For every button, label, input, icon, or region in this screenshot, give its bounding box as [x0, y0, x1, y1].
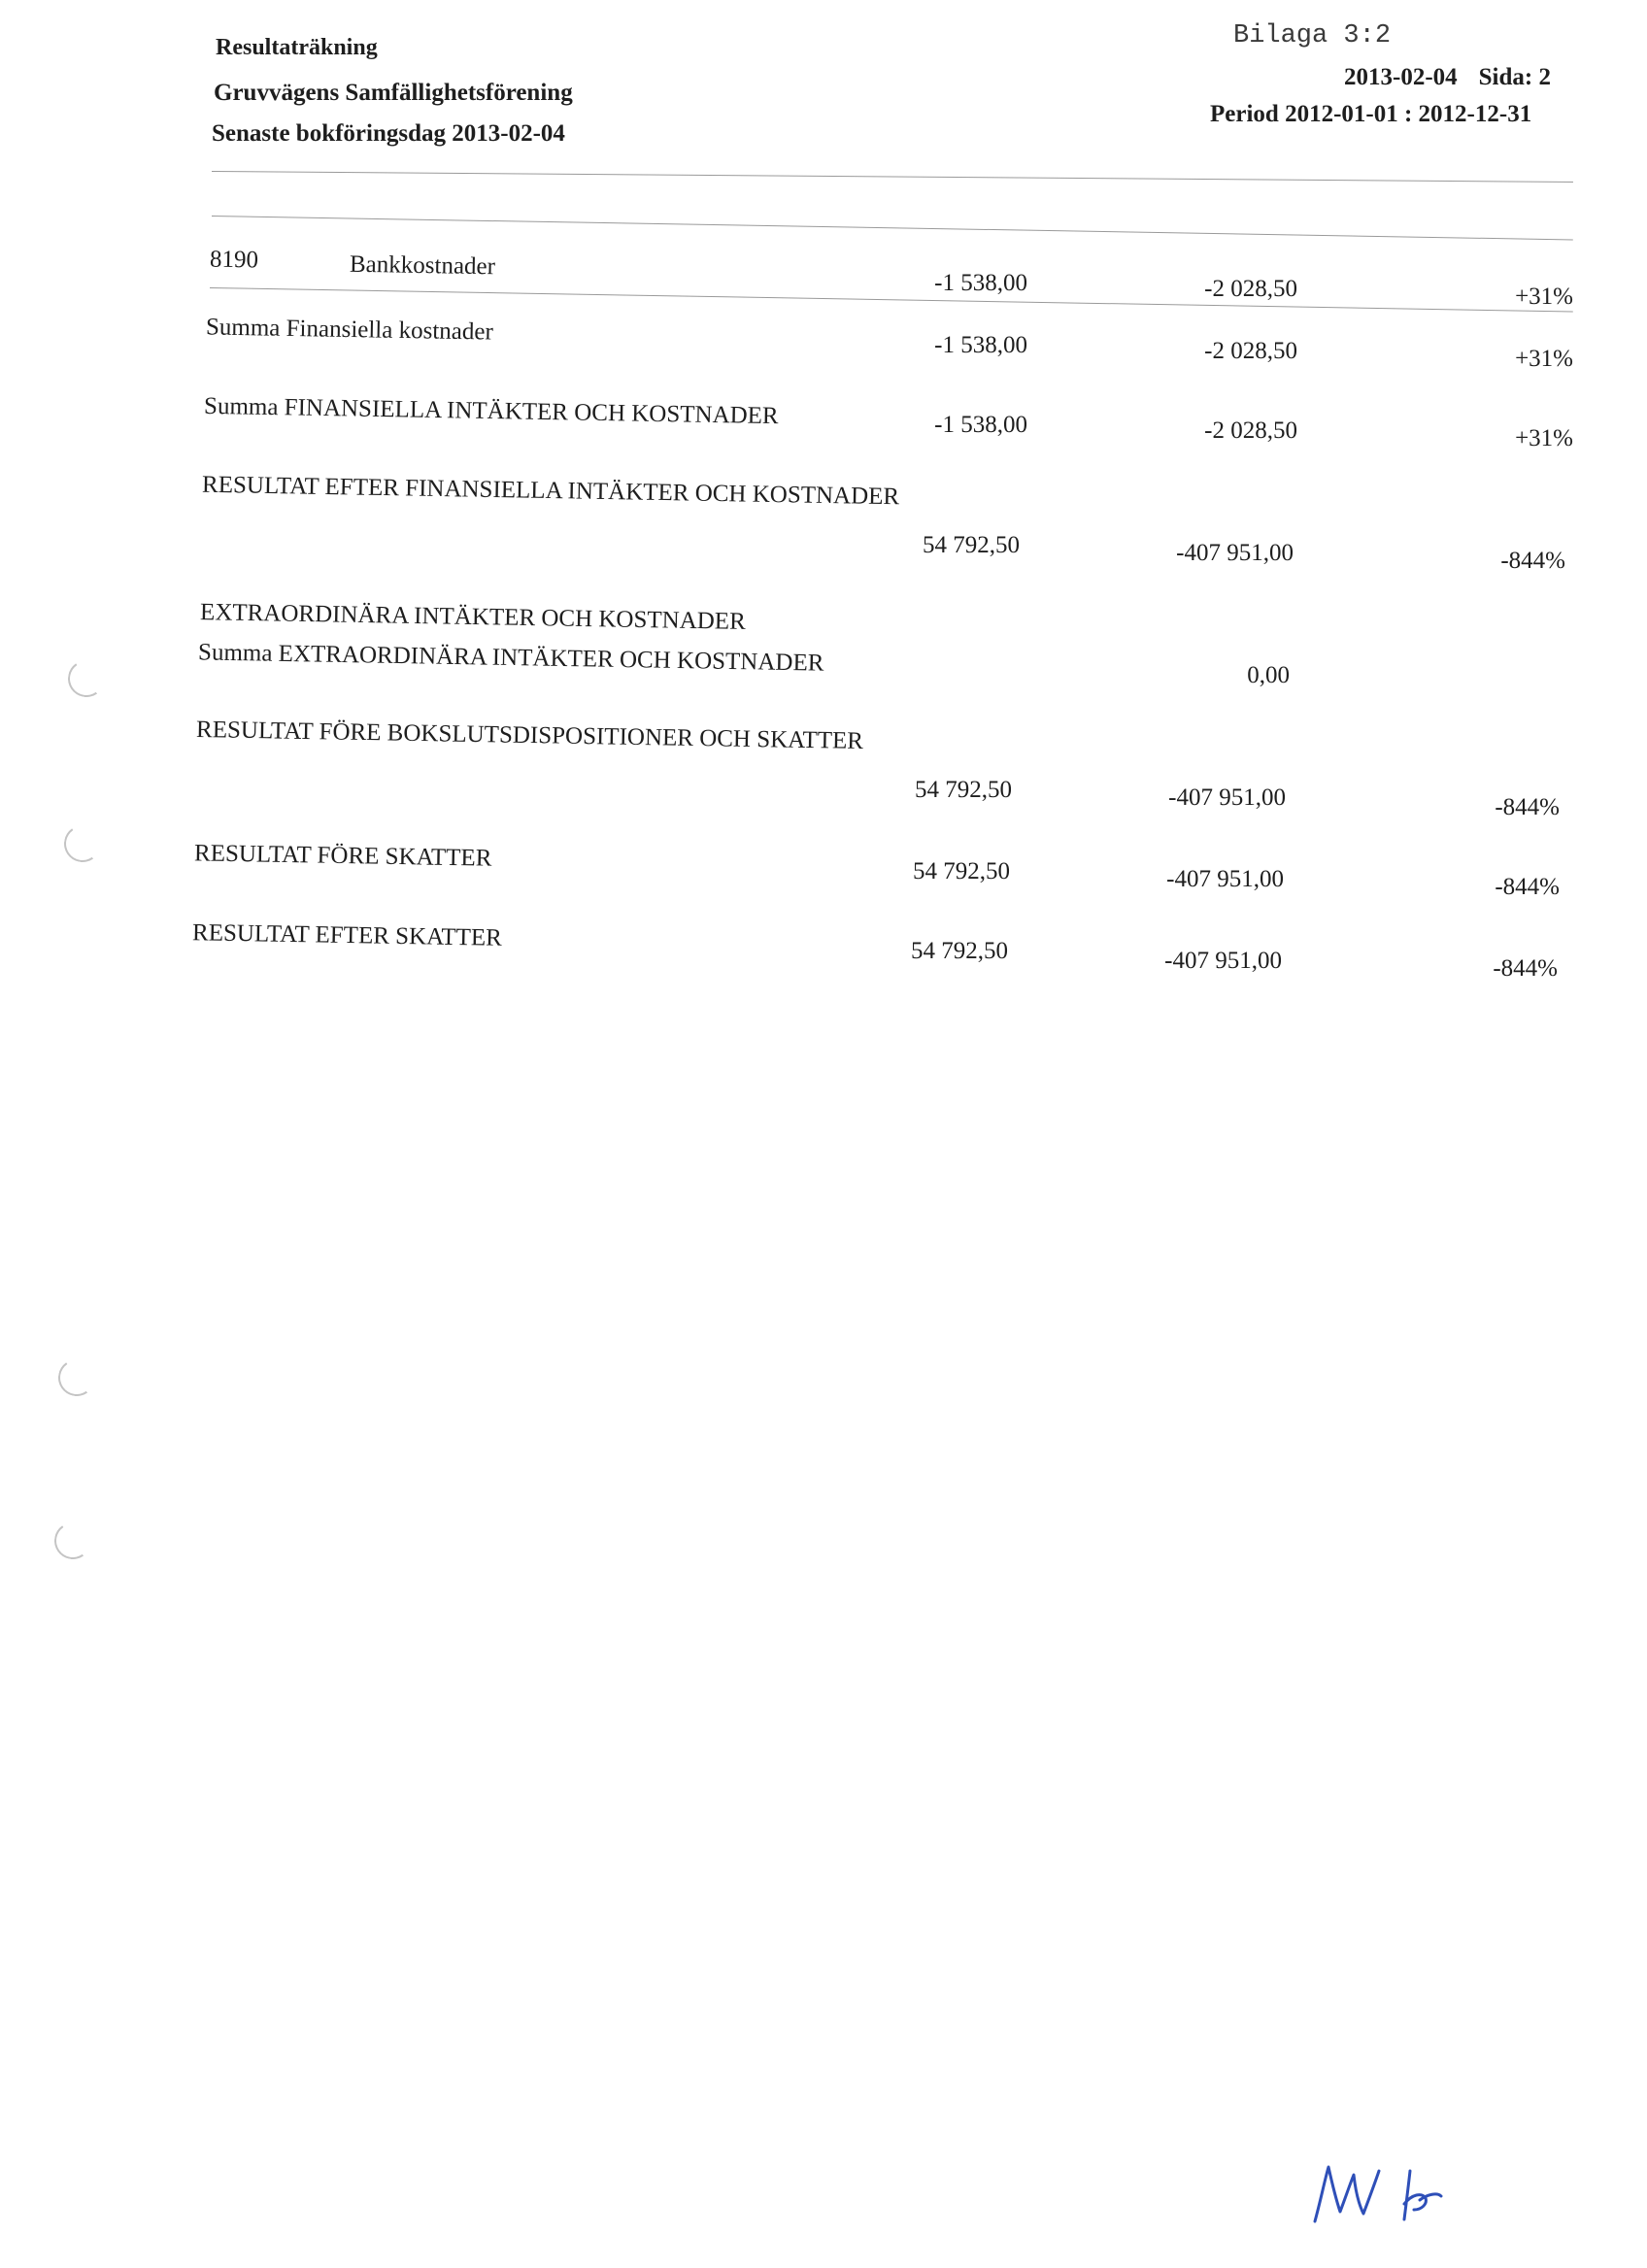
row-current-value: 54 792,50: [913, 858, 1010, 884]
row-previous-value: -407 951,00: [1176, 540, 1294, 566]
row-previous-value: 0,00: [1247, 662, 1290, 688]
row-change: -844%: [1500, 548, 1565, 574]
row-previous-value: -407 951,00: [1164, 948, 1282, 974]
row-label: EXTRAORDINÄRA INTÄKTER OCH KOSTNADER: [199, 599, 746, 635]
row-change: -844%: [1493, 955, 1558, 982]
account-current-value: -1 538,00: [934, 270, 1027, 296]
organization-name: Gruvvägens Samfällighetsförening: [214, 80, 573, 106]
punch-hole: [61, 822, 104, 865]
row-current-value: 54 792,50: [923, 532, 1020, 558]
row-label: RESULTAT EFTER SKATTER: [191, 919, 503, 951]
account-label: Bankkostnader: [349, 250, 496, 281]
punch-hole: [51, 1519, 94, 1562]
last-booking-date: 2013-02-04: [452, 120, 565, 147]
punch-hole: [65, 657, 108, 700]
row-previous-value: -407 951,00: [1166, 866, 1284, 892]
table-top-divider: [212, 216, 1573, 240]
row-current-value: 54 792,50: [915, 777, 1012, 803]
page-number: Sida: 2: [1478, 64, 1551, 90]
attachment-stamp: Bilaga 3:2: [1233, 21, 1392, 50]
account-number: 8190: [209, 246, 259, 274]
print-date-line: [1344, 64, 1551, 91]
row-current-value: -1 538,00: [934, 332, 1027, 358]
header-divider: [212, 171, 1573, 183]
print-date: 2013-02-04: [1344, 64, 1458, 90]
last-booking-label: Senaste bokföringsdag: [212, 120, 447, 147]
period-line: [1210, 101, 1531, 128]
account-change: +31%: [1515, 284, 1573, 310]
period-value: 2012-01-01 : 2012-12-31: [1285, 101, 1532, 127]
row-label: Summa FINANSIELLA INTÄKTER OCH KOSTNADER: [203, 392, 779, 430]
last-booking-line: [212, 120, 565, 148]
row-label: Summa Finansiella kostnader: [205, 314, 494, 346]
row-change: +31%: [1515, 425, 1573, 451]
row-label: RESULTAT FÖRE SKATTER: [193, 840, 492, 872]
row-current-value: -1 538,00: [934, 412, 1027, 438]
row-current-value: 54 792,50: [911, 938, 1008, 964]
row-change: -844%: [1495, 874, 1560, 900]
period-label: Period: [1210, 101, 1279, 127]
account-previous-value: -2 028,50: [1204, 276, 1297, 302]
row-previous-value: -2 028,50: [1204, 417, 1297, 444]
row-change: -844%: [1495, 794, 1560, 820]
row-label: Summa EXTRAORDINÄRA INTÄKTER OCH KOSTNADER: [197, 639, 824, 677]
row-previous-value: -2 028,50: [1204, 338, 1297, 364]
row-change: +31%: [1515, 346, 1573, 372]
handwritten-initials: [1307, 2142, 1462, 2229]
row-label: RESULTAT EFTER FINANSIELLA INTÄKTER OCH KOSTNADER: [201, 471, 900, 511]
punch-hole: [55, 1356, 98, 1399]
row-label: RESULTAT FÖRE BOKSLUTSDISPOSITIONER OCH SKATTER: [195, 717, 864, 754]
row-previous-value: -407 951,00: [1168, 784, 1286, 811]
report-title: Resultaträkning: [216, 35, 378, 60]
